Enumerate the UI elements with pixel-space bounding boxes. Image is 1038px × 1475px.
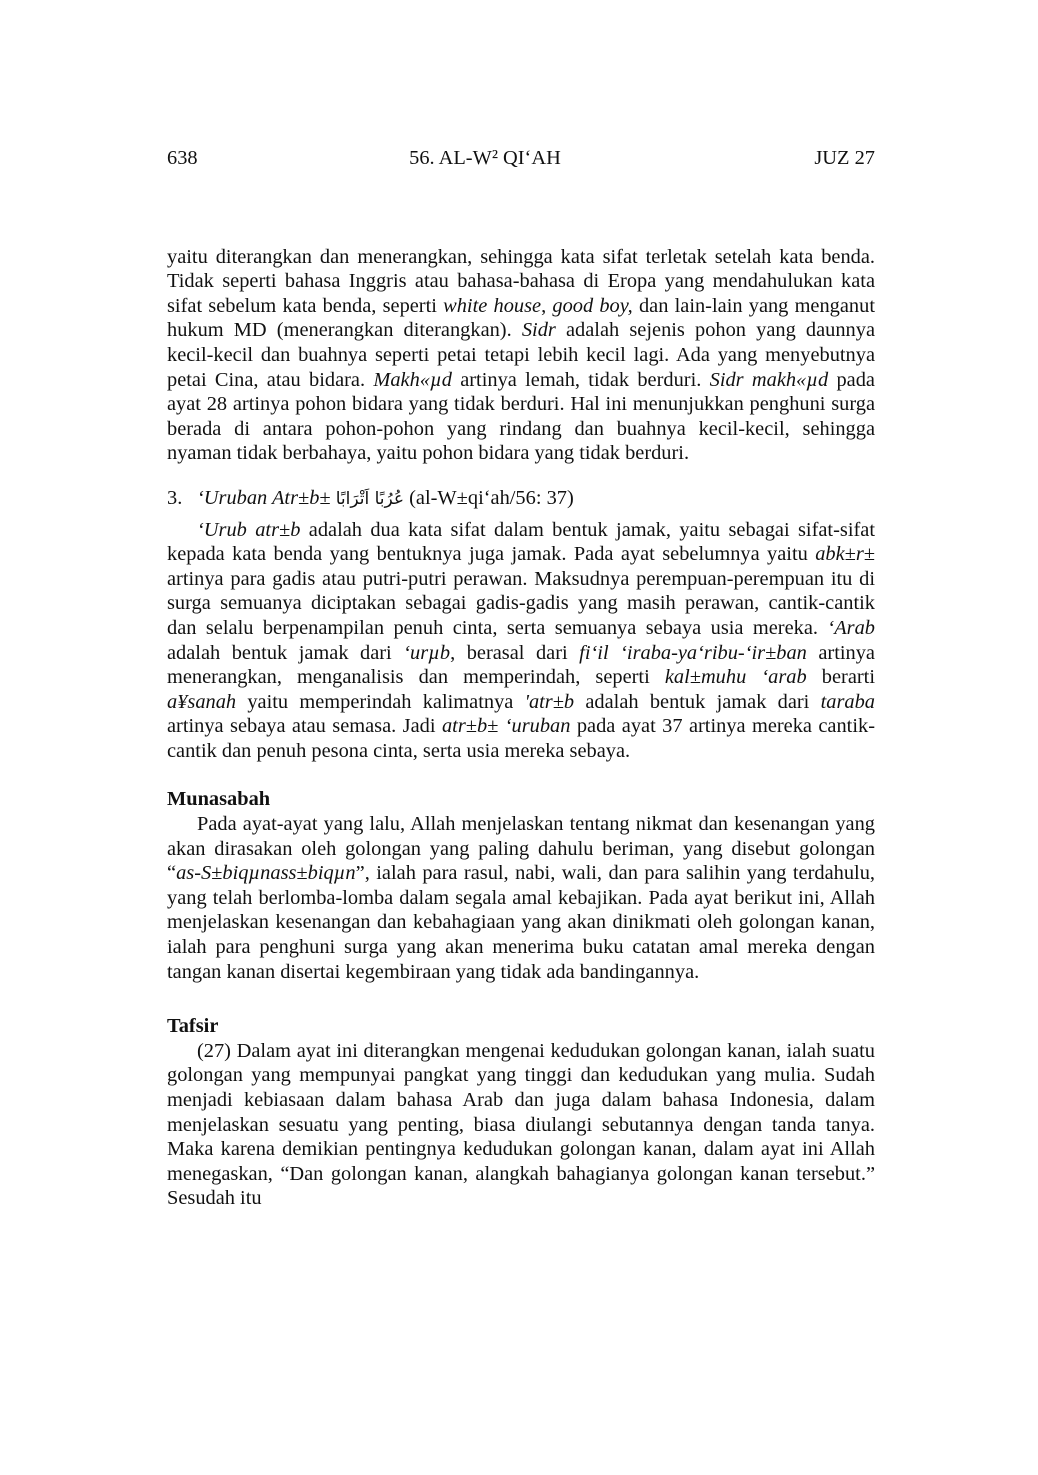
italic-term: taraba	[820, 690, 875, 713]
document-page	[167, 146, 875, 1211]
tafsir-heading: Tafsir	[167, 1015, 219, 1038]
text-run: (27) Dalam ayat ini diterangkan mengenai kedudukan golongan kanan, ialah suatu golongan yang mempunyai pangkat yang tinggi dan kedudukan yang mulia. Sudah menjadi kebiasaan dalam bahasa Arab dan juga dalam bahasa Indonesia, dalam menjelaskan sesuatu yang penting, biasa diulangi sebutannya dengan tanda tanya. Maka karena demikian pentingnya kedudukan golongan kanan, dalam ayat ini Allah menegaskan, “Dan golongan kanan, alangkah bahagianya golongan kanan tersebut.” Sesudah itu	[167, 1039, 875, 1210]
italic-term: kal±muhu ‘arab	[664, 666, 807, 689]
text-run: adalah bentuk jamak dari	[574, 690, 821, 713]
item-number: 3.	[167, 486, 183, 509]
italic-term: fi‘il ‘iraba-ya‘ribu-‘ir±ban	[579, 641, 807, 664]
text-run: pada ayat 37 artinya mereka cantik-cantik dan penuh pesona cinta, serta usia mereka sebaya.	[167, 715, 875, 762]
italic-term: Makh«µd	[373, 368, 452, 391]
text-run: Pada ayat-ayat yang lalu, Allah menjelaskan tentang nikmat dan kesenangan yang akan dirasakan oleh golongan yang paling dahulu beriman, yang disebut golongan “	[167, 813, 875, 885]
text-run: adalah sejenis pohon yang daunnya kecil-kecil dan buahnya seperti petai tetapi lebih kecil lagi. Ada yang menyebutnya petai Cina, atau bidara.	[167, 319, 875, 391]
text-run: artinya menerangkan, menganalisis dan memperindah, seperti	[167, 641, 875, 689]
text-run: ,	[541, 294, 553, 317]
italic-term: atr±b± ‘uruban	[441, 715, 571, 738]
italic-term: good boy,	[552, 294, 633, 317]
text-run: pada ayat 28 artinya pohon bidara yang tidak berduri. Hal ini menunjukkan penghuni surga berada di antara pohon-pohon yang rindang dan buahnya kecil-kecil, sehingga nyaman tidak berbahaya, yaitu pohon bidara yang tidak berduri.	[167, 368, 875, 465]
paragraph-sidr-explanation	[167, 245, 875, 466]
verse-reference: (al-W±qi‘ah/56: 37)	[409, 486, 574, 509]
vocab-item-3	[167, 486, 875, 512]
text-run: , berasal dari	[450, 641, 580, 664]
italic-term: 'atr±b	[524, 690, 575, 713]
text-run: berarti	[806, 666, 875, 689]
text-run: dan lain-lain yang menganut hukum MD (menerangkan diterangkan).	[167, 294, 875, 342]
juz-label: JUZ 27	[814, 147, 875, 169]
text-run: artinya lemah, tidak berduri.	[451, 368, 710, 391]
italic-term: ‘urµb	[403, 641, 451, 664]
tafsir-body	[167, 1039, 875, 1211]
text-run: ”, ialah para rasul, nabi, wali, dan para salihin yang terdahulu, yang telah berlomba-lomba dalam segala amal kebajikan. Pada ayat berikut ini, Allah menjelaskan kesenangan dan kebahagiaan yang akan dinikmati oleh golongan kanan, ialah para penghuni surga yang akan menerima buku catatan amal mereka dengan tangan kanan disertai kegembiraan yang tidak ada bandingannya.	[167, 862, 875, 983]
page-number: 638	[167, 147, 198, 169]
italic-term: a¥sanah	[167, 690, 237, 713]
running-header	[167, 146, 875, 171]
paragraph-urub-explanation	[167, 518, 875, 764]
italic-term: ‘Urub atr±b	[197, 518, 301, 541]
text-run: artinya sebaya atau semasa. Jadi	[167, 715, 442, 738]
surah-title: 56. AL-W² QI‘AH	[409, 147, 561, 169]
italic-term: Sidr makh«µd	[709, 368, 829, 391]
italic-term: white house	[443, 294, 542, 317]
text-run: adalah bentuk jamak dari	[167, 641, 404, 664]
munasabah-body	[167, 812, 875, 984]
text-run: adalah dua kata sifat dalam bentuk jamak, yaitu sebagai sifat-sifat kepada kata benda yang bentuknya juga jamak. Pada ayat sebelumnya yaitu	[167, 518, 875, 566]
text-run: yaitu diterangkan dan menerangkan, sehingga kata sifat terletak setelah kata benda. Tidak seperti bahasa Inggris atau bahasa-bahasa di Eropa yang mendahulukan kata sifat sebelum kata benda, seperti	[167, 245, 875, 317]
text-run: yaitu memperindah kalimatnya	[236, 690, 525, 713]
item-term: ‘Uruban Atr±b±	[197, 486, 331, 509]
italic-term: Sidr	[521, 319, 556, 342]
italic-term: as-S±biqµnass±biqµn	[176, 862, 356, 885]
italic-term: ‘Arab	[827, 616, 875, 639]
italic-term: abk±r±	[815, 543, 875, 566]
munasabah-heading: Munasabah	[167, 788, 271, 811]
text-run: artinya para gadis atau putri-putri perawan. Maksudnya perempuan-perempuan itu di surga semuanya diciptakan sebagai gadis-gadis yang masih perawan, cantik-cantik dan selalu berpenampilan penuh cinta, serta semuanya sebaya usia mereka.	[167, 567, 875, 639]
arabic-term: عُرُبًا اَتْرَابًا	[335, 488, 405, 509]
